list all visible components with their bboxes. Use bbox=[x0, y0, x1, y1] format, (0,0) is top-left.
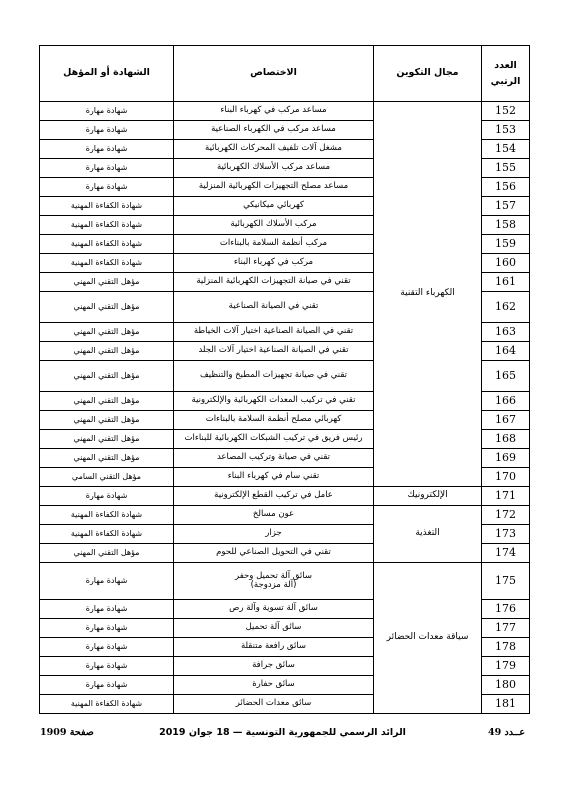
certificate-cell: مؤهل التقني المهني bbox=[40, 361, 174, 392]
row-number: 166 bbox=[482, 392, 530, 411]
certificate-cell: شهادة الكفاءة المهنية bbox=[40, 254, 174, 273]
row-number: 172 bbox=[482, 506, 530, 525]
row-number: 158 bbox=[482, 216, 530, 235]
certificate-cell: مؤهل التقني المهني bbox=[40, 411, 174, 430]
specialty-cell: تقني في صيانة التجهيزات الكهربائية المنزلية bbox=[174, 273, 374, 292]
specialty-cell: سائق رافعة متنقلة bbox=[174, 638, 374, 657]
row-number: 181 bbox=[482, 695, 530, 714]
specialty-cell: مركب الأسلاك الكهربائية bbox=[174, 216, 374, 235]
specialty-cell: تقني في الصيانة الصناعية اختيار آلات الخياطة bbox=[174, 323, 374, 342]
certificate-cell: مؤهل التقني المهني bbox=[40, 544, 174, 563]
specialty-cell: مركب في كهرباء البناء bbox=[174, 254, 374, 273]
specialty-cell: سائق آلة تحميل وحفر (آلة مزدوجة) bbox=[174, 563, 374, 600]
certificate-cell: مؤهل التقني المهني bbox=[40, 273, 174, 292]
specialty-cell: عون مسالخ bbox=[174, 506, 374, 525]
certificate-cell: شهادة مهارة bbox=[40, 140, 174, 159]
table-row bbox=[40, 506, 530, 525]
certificate-cell: مؤهل التقني المهني bbox=[40, 392, 174, 411]
row-number: 169 bbox=[482, 449, 530, 468]
specialty-cell: جزار bbox=[174, 525, 374, 544]
specialty-cell: سائق حفارة bbox=[174, 676, 374, 695]
specialty-cell: تقني سام في كهرباء البناء bbox=[174, 468, 374, 487]
certificate-cell: مؤهل التقني المهني bbox=[40, 292, 174, 323]
header-number: العدد الرتبي bbox=[482, 46, 530, 102]
specialty-cell: كهربائي ميكانيكي bbox=[174, 197, 374, 216]
certificate-cell: شهادة مهارة bbox=[40, 487, 174, 506]
specialty-cell: مساعد مركب في الكهرباء الصناعية bbox=[174, 121, 374, 140]
training-field-cell: الكهرباء التقنية bbox=[374, 102, 482, 487]
table-header-row bbox=[40, 46, 530, 102]
row-number: 168 bbox=[482, 430, 530, 449]
specialty-cell: مشغل آلات تلفيف المحركات الكهربائية bbox=[174, 140, 374, 159]
row-number: 164 bbox=[482, 342, 530, 361]
row-number: 160 bbox=[482, 254, 530, 273]
row-number: 175 bbox=[482, 563, 530, 600]
row-number: 167 bbox=[482, 411, 530, 430]
page-number: صفحة 1909 bbox=[40, 727, 94, 738]
specialty-cell: تقني في التحويل الصناعي للحوم bbox=[174, 544, 374, 563]
table-row bbox=[40, 563, 530, 600]
table-body bbox=[40, 102, 530, 714]
row-number: 174 bbox=[482, 544, 530, 563]
table-row bbox=[40, 102, 530, 121]
specialty-cell: تقني في الصيانة الصناعية اختيار آلات الجلد bbox=[174, 342, 374, 361]
specialty-cell: سائق معدات الحضائر bbox=[174, 695, 374, 714]
specialty-cell: تقني في تركيب المعدات الكهربائية والإلكترونية bbox=[174, 392, 374, 411]
certificate-cell: شهادة الكفاءة المهنية bbox=[40, 235, 174, 254]
certificate-cell: شهادة مهارة bbox=[40, 121, 174, 140]
row-number: 161 bbox=[482, 273, 530, 292]
row-number: 170 bbox=[482, 468, 530, 487]
certificate-cell: شهادة مهارة bbox=[40, 563, 174, 600]
training-field-cell: التغذية bbox=[374, 506, 482, 563]
journal-title: الرائد الرسمي للجمهورية التونسية — 18 جوان 2019 bbox=[159, 727, 406, 738]
row-number: 159 bbox=[482, 235, 530, 254]
certificate-cell: شهادة الكفاءة المهنية bbox=[40, 506, 174, 525]
row-number: 155 bbox=[482, 159, 530, 178]
training-field-cell: سياقة معدات الحضائر bbox=[374, 563, 482, 714]
row-number: 156 bbox=[482, 178, 530, 197]
specialty-cell: مركب أنظمة السلامة بالبناءات bbox=[174, 235, 374, 254]
training-field-cell: الإلكترونيك bbox=[374, 487, 482, 506]
header-certificate: الشهادة أو المؤهل bbox=[40, 46, 174, 102]
certificate-cell: مؤهل التقني المهني bbox=[40, 449, 174, 468]
row-number: 154 bbox=[482, 140, 530, 159]
specialty-cell: عامل في تركيب القطع الإلكترونية bbox=[174, 487, 374, 506]
certificate-cell: شهادة مهارة bbox=[40, 676, 174, 695]
row-number: 162 bbox=[482, 292, 530, 323]
certificate-cell: شهادة الكفاءة المهنية bbox=[40, 197, 174, 216]
certificate-cell: شهادة مهارة bbox=[40, 102, 174, 121]
certificate-cell: شهادة مهارة bbox=[40, 159, 174, 178]
row-number: 157 bbox=[482, 197, 530, 216]
row-number: 171 bbox=[482, 487, 530, 506]
row-number: 180 bbox=[482, 676, 530, 695]
certificate-cell: شهادة الكفاءة المهنية bbox=[40, 525, 174, 544]
certificate-cell: شهادة الكفاءة المهنية bbox=[40, 216, 174, 235]
row-number: 152 bbox=[482, 102, 530, 121]
certificate-cell: شهادة مهارة bbox=[40, 619, 174, 638]
header-specialty: الاختصاص bbox=[174, 46, 374, 102]
specialty-cell: مساعد مركب في كهرباء البناء bbox=[174, 102, 374, 121]
certificate-cell: مؤهل التقني السامي bbox=[40, 468, 174, 487]
certificate-cell: شهادة مهارة bbox=[40, 600, 174, 619]
issue-number: عــدد 49 bbox=[488, 727, 525, 738]
table-row bbox=[40, 487, 530, 506]
specialty-cell: رئيس فريق في تركيب الشبكات الكهربائية للبناءات bbox=[174, 430, 374, 449]
specialty-cell: سائق جرافة bbox=[174, 657, 374, 676]
specialty-cell: تقني في الصيانة الصناعية bbox=[174, 292, 374, 323]
certificate-cell: مؤهل التقني المهني bbox=[40, 323, 174, 342]
certificate-cell: شهادة مهارة bbox=[40, 638, 174, 657]
row-number: 178 bbox=[482, 638, 530, 657]
certificate-cell: شهادة مهارة bbox=[40, 178, 174, 197]
row-number: 177 bbox=[482, 619, 530, 638]
certificate-cell: شهادة مهارة bbox=[40, 657, 174, 676]
certificate-cell: شهادة الكفاءة المهنية bbox=[40, 695, 174, 714]
header-field: مجال التكوين bbox=[374, 46, 482, 102]
row-number: 153 bbox=[482, 121, 530, 140]
specialty-cell: تقني في صيانة تجهيزات المطبخ والتنظيف bbox=[174, 361, 374, 392]
specialty-cell: مساعد مركب الأسلاك الكهربائية bbox=[174, 159, 374, 178]
row-number: 176 bbox=[482, 600, 530, 619]
row-number: 173 bbox=[482, 525, 530, 544]
specialty-cell: سائق آلة تحميل bbox=[174, 619, 374, 638]
row-number: 179 bbox=[482, 657, 530, 676]
specialty-cell: سائق آلة تسوية وآلة رص bbox=[174, 600, 374, 619]
specialties-table bbox=[39, 45, 530, 714]
specialty-cell: مساعد مصلح التجهيزات الكهربائية المنزلية bbox=[174, 178, 374, 197]
specialty-cell: تقني في صيانة وتركيب المصاعد bbox=[174, 449, 374, 468]
row-number: 165 bbox=[482, 361, 530, 392]
certificate-cell: مؤهل التقني المهني bbox=[40, 342, 174, 361]
certificate-cell: مؤهل التقني المهني bbox=[40, 430, 174, 449]
specialty-cell: كهربائي مصلح أنظمة السلامة بالبناءات bbox=[174, 411, 374, 430]
row-number: 163 bbox=[482, 323, 530, 342]
